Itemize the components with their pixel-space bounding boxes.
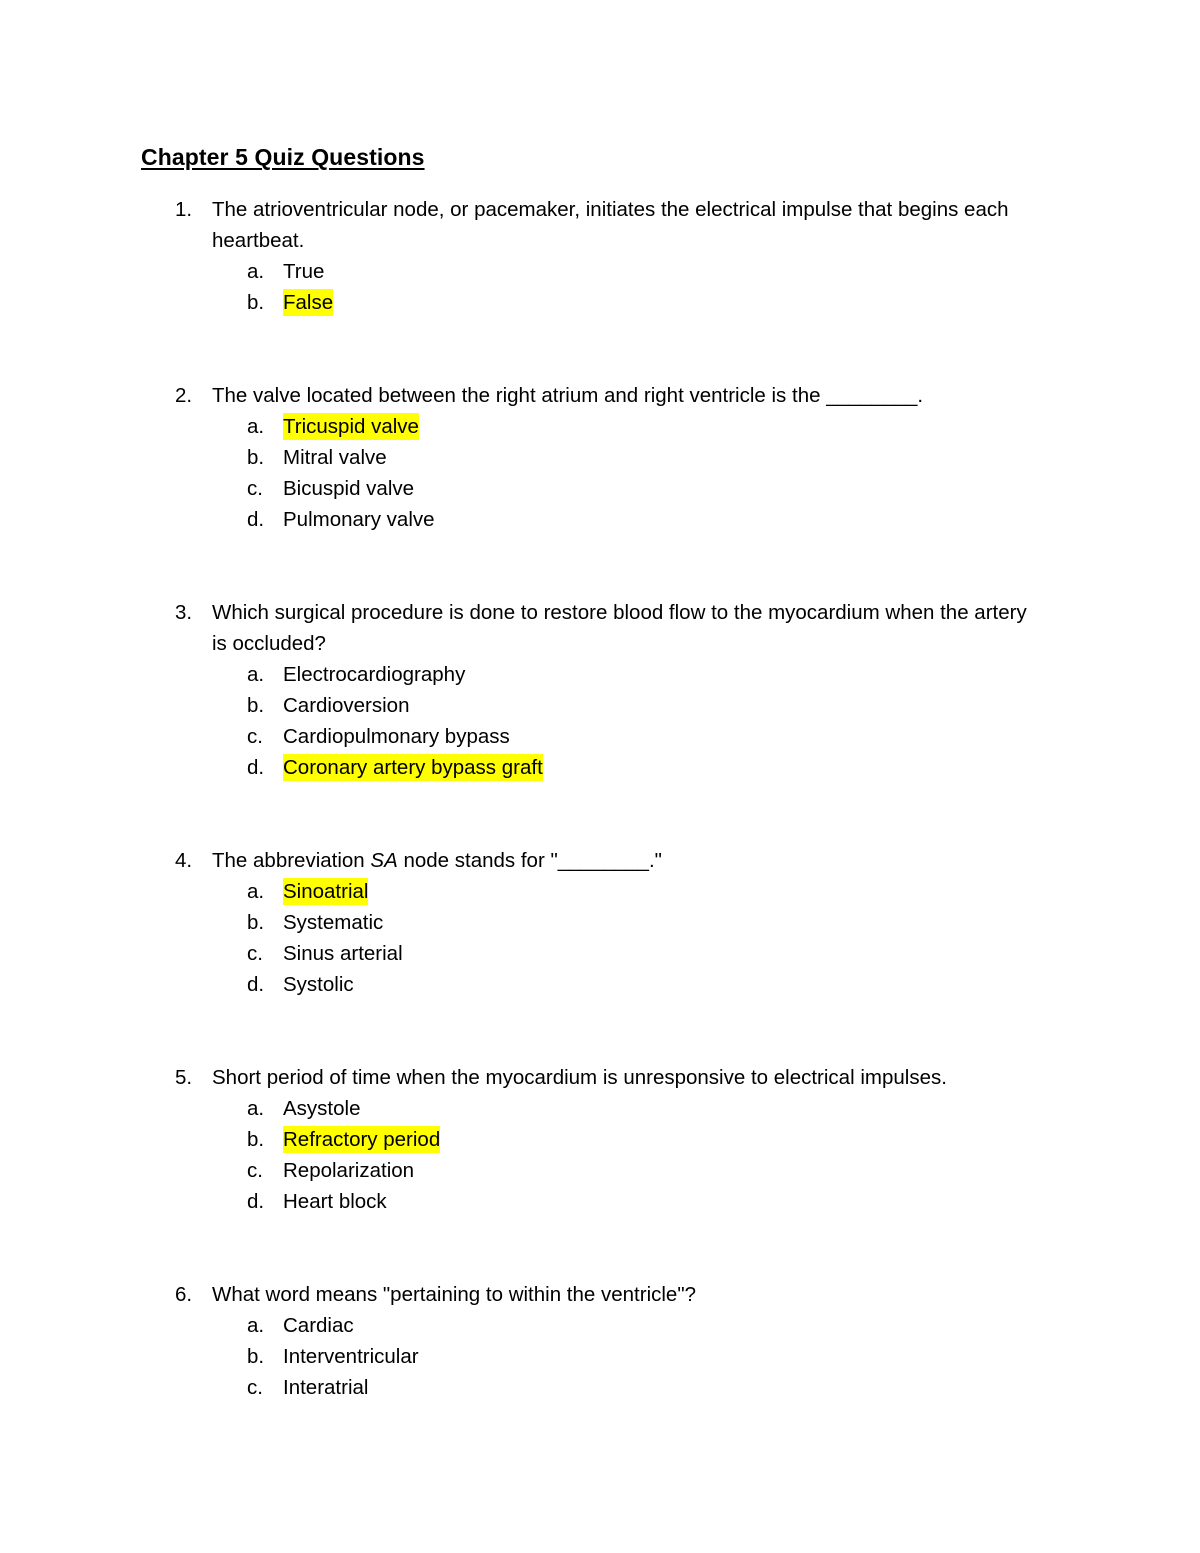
option-item	[212, 752, 1041, 783]
question-number: 1.	[175, 198, 193, 221]
option-letter: d.	[247, 508, 265, 531]
option-letter: b.	[247, 694, 265, 717]
option-letter: d.	[247, 756, 265, 779]
option-text: Bicuspid valve	[283, 477, 415, 500]
option-letter: c.	[247, 1159, 263, 1182]
option-item	[212, 504, 1041, 535]
option-text: Asystole	[283, 1097, 361, 1120]
option-item	[212, 1155, 1041, 1186]
option-text: Electrocardiography	[283, 663, 466, 686]
option-letter: b.	[247, 1345, 265, 1368]
option-text: Systematic	[283, 911, 384, 934]
option-text: Cardiac	[283, 1314, 354, 1337]
question-list	[141, 194, 1041, 1465]
option-text: Heart block	[283, 1190, 387, 1213]
option-text-highlighted-answer: Sinoatrial	[283, 880, 369, 903]
option-text-highlighted-answer: Refractory period	[283, 1128, 441, 1151]
question-text: The atrioventricular node, or pacemaker, initiates the electrical impulse that begins each heartbeat.	[212, 198, 1009, 252]
option-item	[212, 256, 1041, 287]
option-item	[212, 876, 1041, 907]
option-item	[212, 938, 1041, 969]
option-item	[212, 721, 1041, 752]
option-text: Pulmonary valve	[283, 508, 435, 531]
question-text	[212, 845, 1041, 876]
option-text-highlighted-answer: Coronary artery bypass graft	[283, 756, 543, 779]
option-letter: a.	[247, 415, 265, 438]
option-list	[212, 1093, 1041, 1217]
option-list	[212, 876, 1041, 1000]
option-item	[212, 1124, 1041, 1155]
option-list	[212, 256, 1041, 318]
option-letter: a.	[247, 880, 265, 903]
option-text-highlighted-answer: False	[283, 291, 334, 314]
option-letter: c.	[247, 1376, 263, 1399]
option-list	[212, 659, 1041, 783]
question-2	[141, 380, 1041, 535]
option-text: Sinus arterial	[283, 942, 403, 965]
question-number: 5.	[175, 1066, 193, 1089]
option-letter: b.	[247, 446, 265, 469]
option-letter: a.	[247, 663, 265, 686]
question-3	[141, 597, 1041, 783]
option-list	[212, 411, 1041, 535]
option-item	[212, 1341, 1041, 1372]
option-item	[212, 411, 1041, 442]
option-item	[212, 1186, 1041, 1217]
option-item	[212, 1372, 1041, 1403]
option-letter: b.	[247, 291, 265, 314]
question-text: What word means "pertaining to within the ventricle"?	[212, 1283, 697, 1306]
question-1	[141, 194, 1041, 318]
option-item	[212, 1310, 1041, 1341]
option-item	[212, 907, 1041, 938]
question-text-before: The abbreviation	[212, 849, 371, 872]
option-text: Mitral valve	[283, 446, 387, 469]
option-letter: c.	[247, 477, 263, 500]
question-4	[141, 845, 1041, 1000]
option-letter: c.	[247, 942, 263, 965]
option-text-highlighted-answer: Tricuspid valve	[283, 415, 419, 438]
page-title: Chapter 5 Quiz Questions	[141, 144, 425, 170]
option-text: Interatrial	[283, 1376, 369, 1399]
question-6	[141, 1279, 1041, 1403]
option-letter: a.	[247, 1314, 265, 1337]
option-letter: d.	[247, 973, 265, 996]
option-item	[212, 473, 1041, 504]
question-number: 4.	[175, 849, 193, 872]
option-list	[212, 1310, 1041, 1403]
option-letter: b.	[247, 1128, 265, 1151]
question-text: Short period of time when the myocardium is unresponsive to electrical impulses.	[212, 1066, 947, 1089]
option-text: Repolarization	[283, 1159, 415, 1182]
question-text: The valve located between the right atrium and right ventricle is the ________.	[212, 384, 924, 407]
option-text: Cardioversion	[283, 694, 410, 717]
option-item	[212, 442, 1041, 473]
question-number: 3.	[175, 601, 193, 624]
option-letter: c.	[247, 725, 263, 748]
question-text-abbreviation: SA	[370, 849, 398, 872]
option-letter: b.	[247, 911, 265, 934]
option-letter: a.	[247, 260, 265, 283]
option-item	[212, 1093, 1041, 1124]
option-item	[212, 659, 1041, 690]
question-text: Which surgical procedure is done to restore blood flow to the myocardium when the artery is occluded?	[212, 601, 1027, 655]
option-letter: d.	[247, 1190, 265, 1213]
option-text: Interventricular	[283, 1345, 419, 1368]
question-5	[141, 1062, 1041, 1217]
option-item	[212, 287, 1041, 318]
option-item	[212, 969, 1041, 1000]
option-text: Cardiopulmonary bypass	[283, 725, 510, 748]
question-number: 2.	[175, 384, 193, 407]
question-number: 6.	[175, 1283, 193, 1306]
question-text-after: node stands for "________."	[397, 849, 662, 872]
option-text: True	[283, 260, 325, 283]
option-letter: a.	[247, 1097, 265, 1120]
option-item	[212, 690, 1041, 721]
option-text: Systolic	[283, 973, 354, 996]
